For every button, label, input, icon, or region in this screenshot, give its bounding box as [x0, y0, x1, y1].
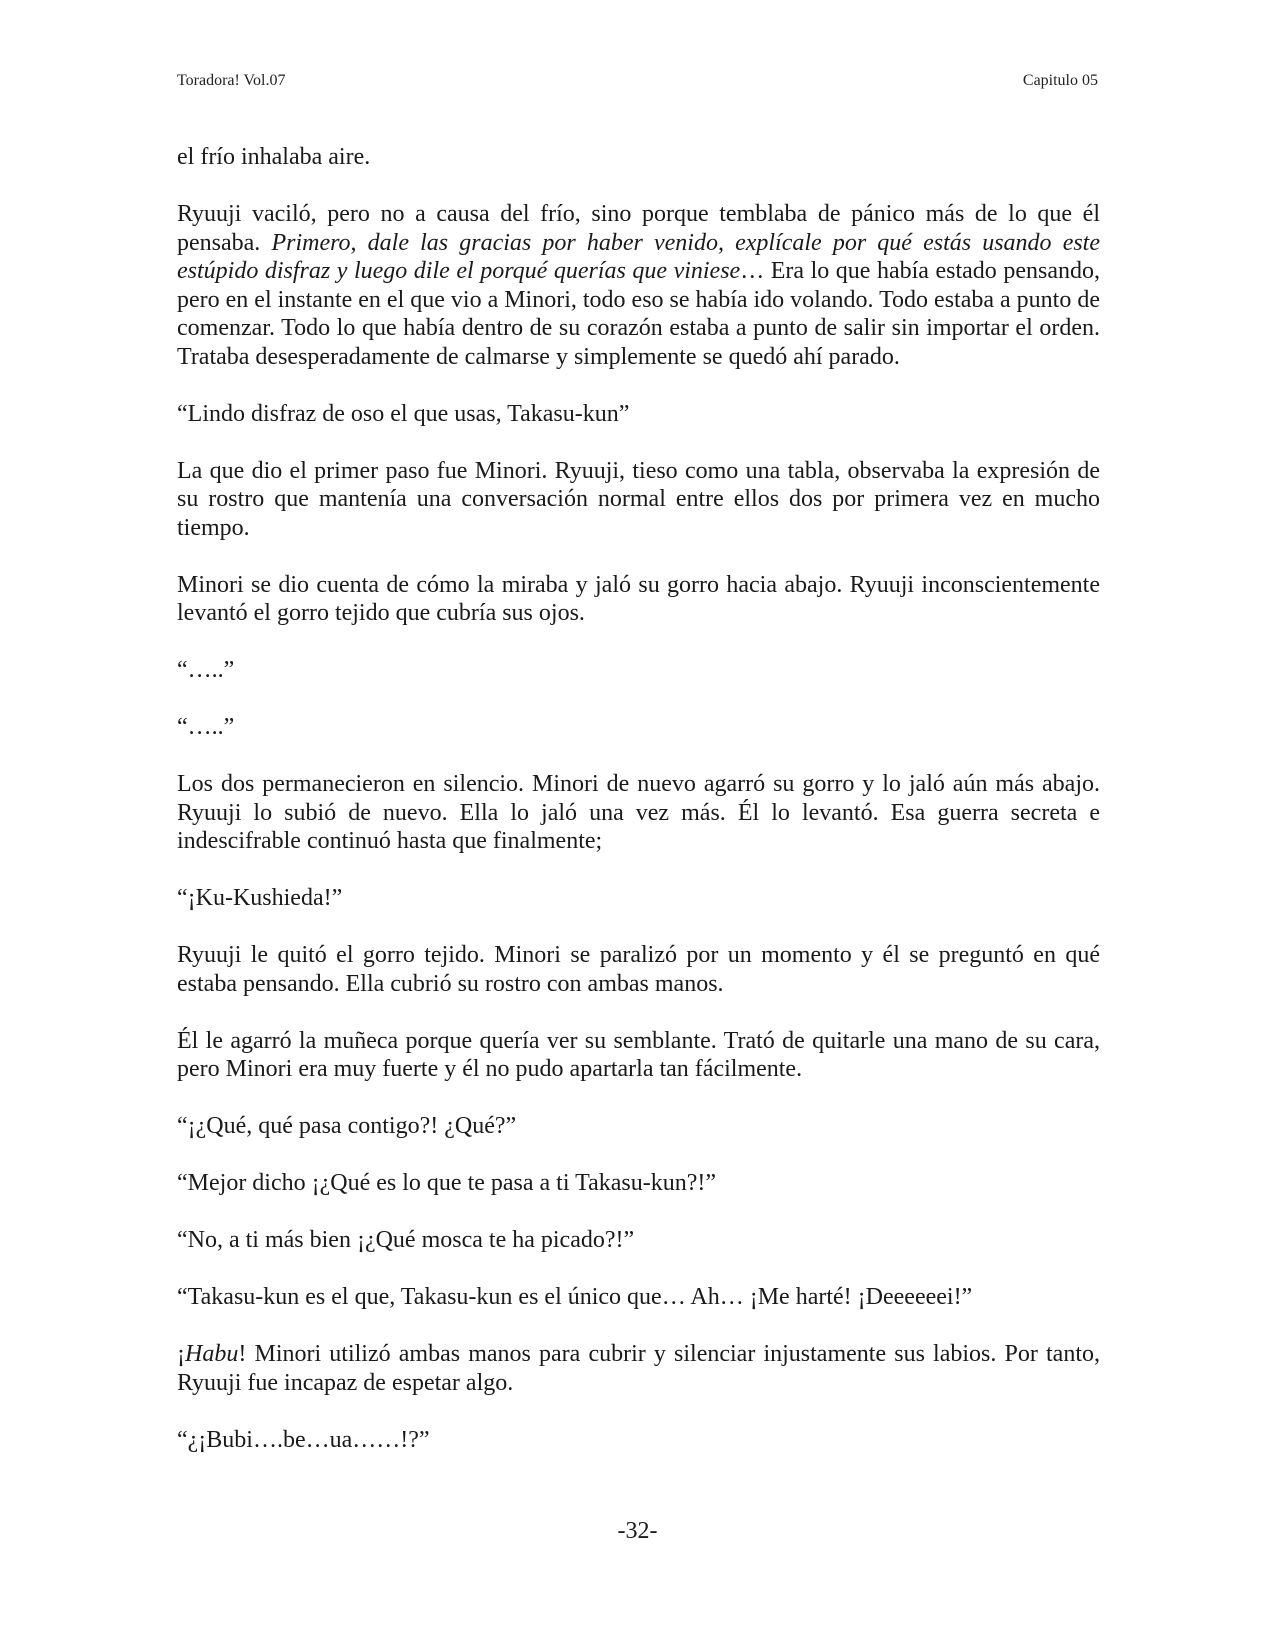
paragraph-text: Ryuuji vaciló, pero no a causa del frío, sino porque temblaba de pánico más de lo que él pensaba. [177, 201, 1100, 256]
paragraph: Ryuuji le quitó el gorro tejido. Minori se paralizó por un momento y él se preguntó en qué estaba pensando. Ella cubrió su rostro con ambas manos. [177, 942, 1100, 997]
body-text [177, 143, 1100, 1483]
paragraph: Minori se dio cuenta de cómo la miraba y jaló su gorro hacia abajo. Ryuuji inconscientemente levantó el gorro tejido que cubría sus ojos. [177, 571, 1100, 626]
paragraph [177, 1340, 1100, 1397]
header-chapter: Capitulo 05 [1022, 72, 1098, 89]
paragraph: Los dos permanecieron en silencio. Minori de nuevo agarró su gorro y lo jaló aún más abajo. Ryuuji lo subió de nuevo. Ella lo jaló una vez más. Él lo levantó. Esa guerra secreta e indescifrable continuó hasta que finalmente; [177, 771, 1100, 854]
dialogue-line: “¿¡Bubi….be…ua……!?” [177, 1426, 430, 1453]
header-title: Toradora! Vol.07 [177, 72, 286, 89]
paragraph-text: … Era lo que había estado pensando, pero en el instante en el que vio a Minori, todo eso se había ido volando. Todo estaba a punto de comenzar. Todo lo que había dentro de su corazón estaba a punto de salir sin importar el orden. Trataba desesperadamente de calmarse y simplemente se quedó ahí parado. [177, 258, 1100, 370]
paragraph: La que dio el primer paso fue Minori. Ryuuji, tieso como una tabla, observaba la expresión de su rostro que mantenía una conversación normal entre ellos dos por primera vez en mucho tiempo. [177, 457, 1100, 541]
dialogue-line: “Lindo disfraz de oso el que usas, Takasu-kun” [177, 400, 630, 427]
dialogue-line: “Mejor dicho ¡¿Qué es lo que te pasa a ti Takasu-kun?!” [177, 1170, 717, 1196]
paragraph-italic-sound: Habu [185, 1341, 239, 1367]
dialogue-line: “Takasu-kun es el que, Takasu-kun es el único que… Ah… ¡Me harté! ¡Deeeeeei!” [177, 1284, 973, 1310]
paragraph-italic-thought: Primero, dale las gracias por haber venido, explícale por qué estás usando este estúpido disfraz y luego dile el porqué querías que viniese [177, 229, 1101, 284]
paragraph-text: ¡ [177, 1341, 185, 1367]
dialogue-line: “¡Ku-Kushieda!” [177, 885, 343, 911]
paragraph-text: ! Minori utilizó ambas manos para cubrir y silenciar injustamente sus labios. Por tanto, Ryuuji fue incapaz de espetar algo. [177, 1341, 1100, 1396]
dialogue-line: “No, a ti más bien ¡¿Qué mosca te ha picado?!” [177, 1227, 635, 1253]
paragraph: Él le agarró la muñeca porque quería ver su semblante. Trató de quitarle una mano de su cara, pero Minori era muy fuerte y él no pudo apartarla tan fácilmente. [177, 1027, 1100, 1082]
paragraph [177, 200, 1100, 371]
paragraph: el frío inhalaba aire. [177, 144, 371, 170]
dialogue-line: “…..” [177, 657, 235, 683]
dialogue-line: “…..” [177, 714, 235, 740]
dialogue-line: “¡¿Qué, qué pasa contigo?! ¿Qué?” [177, 1113, 517, 1139]
page-number: -32- [617, 1518, 658, 1544]
